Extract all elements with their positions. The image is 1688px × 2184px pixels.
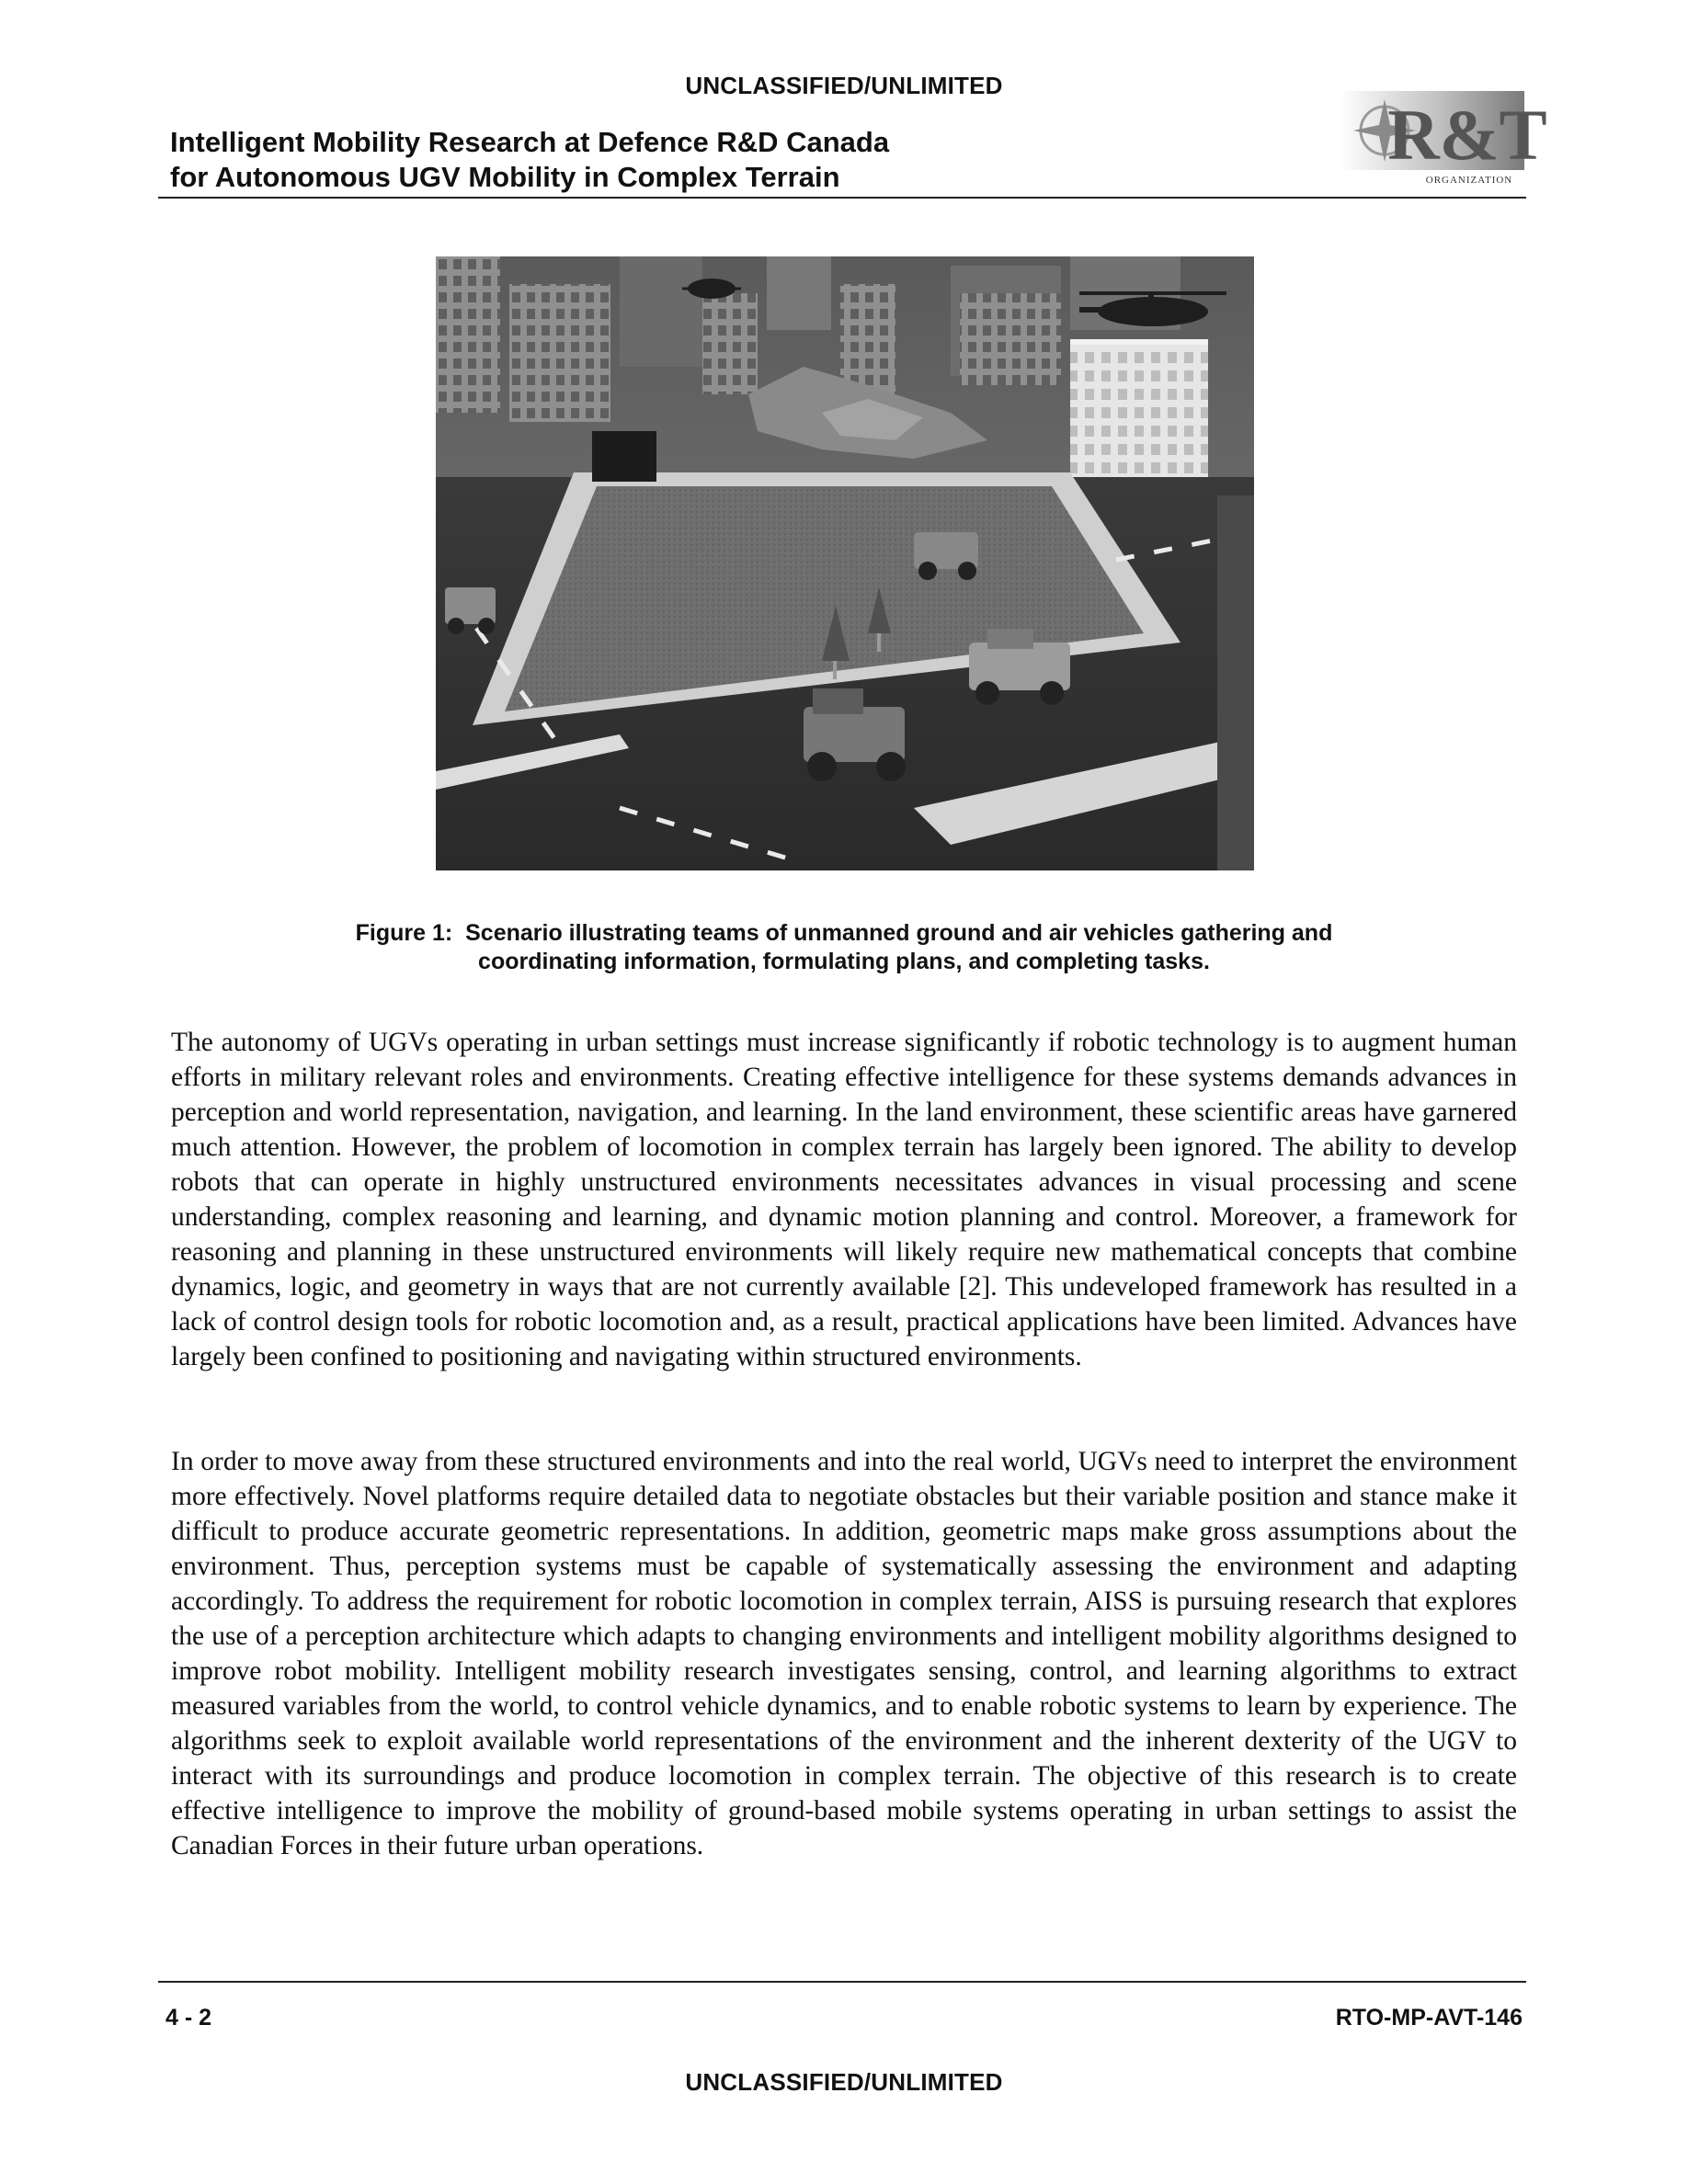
- header-rule: [158, 197, 1526, 199]
- logo-subtext: ORGANIZATION: [1425, 175, 1513, 186]
- classification-marking-bottom: UNCLASSIFIED/UNLIMITED: [685, 2068, 1003, 2096]
- body-paragraph: The autonomy of UGVs operating in urban settings must increase significantly if robotic technology is to augment human efforts in military relevant roles and environments. Creating effective intelligence for these systems demands advances in perception and world representation, navigation, and learning. In the land environment, these scientific areas have garnered much attention. However, the problem of locomotion in complex terrain has largely been ignored. The ability to develop robots that can operate in highly unstructured environments necessitates advances in visual processing and scene understanding, complex reasoning and learning, and dynamic motion planning and control. Moreover, a framework for reasoning and planning in these unstructured environments will likely require new mathematical concepts that combine dynamics, logic, and geometry in ways that are not currently available [2]. This undeveloped framework has resulted in a lack of control design tools for robotic locomotion and, as a result, practical applications have been limited. Advances have largely been confined to positioning and navigating within structured environments.: [171, 1028, 1517, 1371]
- figure-caption-line2: coordinating information, formulating plans, and completing tasks.: [478, 949, 1210, 974]
- footer-rule: [158, 1981, 1526, 1983]
- footer-page-number: 4 - 2: [165, 2005, 212, 2030]
- footer-document-id: RTO-MP-AVT-146: [1335, 2005, 1523, 2030]
- header-title-line1: Intelligent Mobility Research at Defence R&D Canada: [170, 126, 890, 158]
- figure-caption-label: Figure 1:: [355, 920, 453, 946]
- figure-caption-line1: Scenario illustrating teams of unmanned ground and air vehicles gathering and: [465, 920, 1333, 946]
- header-title-line2: for Autonomous UGV Mobility in Complex Terrain: [170, 161, 840, 193]
- logo-text: R&T: [1387, 95, 1547, 175]
- figure-1-image: [436, 256, 1254, 870]
- body-paragraph: In order to move away from these structured environments and into the real world, UGVs need to interpret the environment more effectively. Novel platforms require detailed data to negotiate obstacles but their variable position and stance make it difficult to produce accurate geometric representations. In addition, geometric maps make gross assumptions about the environment. Thus, perception systems must be capable of systematically assessing the environment and adapting accordingly. To address the requirement for robotic locomotion in complex terrain, AISS is pursuing research that explores the use of a perception architecture which adapts to changing environments and intelligent mobility algorithms designed to improve robot mobility. Intelligent mobility research investigates sensing, control, and learning algorithms to extract measured variables from the world, to control vehicle dynamics, and to enable robotic systems to learn by experience. The algorithms seek to exploit available world representations of the environment and the inherent dexterity of the UGV to interact with its surroundings and produce locomotion in complex terrain. The objective of this research is to create effective intelligence to improve the mobility of ground-based mobile systems operating in urban settings to assist the Canadian Forces in their future urban operations.: [171, 1447, 1517, 1860]
- running-header: [170, 125, 1273, 195]
- rt-organization-logo: [1340, 87, 1547, 188]
- figure-caption: [184, 919, 1504, 976]
- classification-marking-top: UNCLASSIFIED/UNLIMITED: [685, 72, 1003, 99]
